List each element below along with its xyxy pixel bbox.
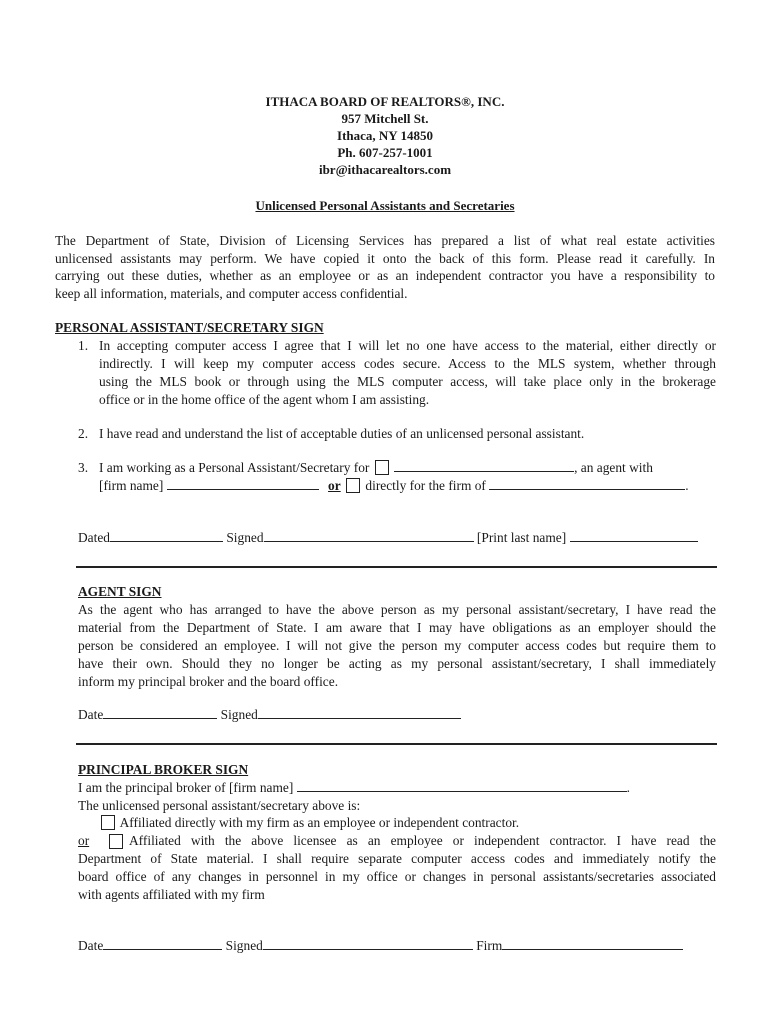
intro-line: keep all information, materials, and computer access confidential. xyxy=(55,285,408,301)
item3-line2 xyxy=(99,478,689,494)
intro-line: The Department of State, Division of Licensing Services has prepared a list of what real estate activities xyxy=(55,233,715,248)
intro-line: carrying out these duties, whether as an employee or as an independent contractor you have a responsibility to xyxy=(55,268,715,283)
agent-date-field[interactable] xyxy=(103,707,217,719)
item2-text: I have read and understand the list of acceptable duties of an unlicensed personal assistant. xyxy=(99,426,585,441)
org-city: Ithaca, NY 14850 xyxy=(337,128,433,143)
broker-date-field[interactable] xyxy=(103,938,222,950)
item3-end: . xyxy=(685,478,689,493)
agent-line: person be considered an employee. I will not give the person my computer access codes but require them to xyxy=(78,638,716,653)
section-divider xyxy=(76,566,717,568)
dated-label: Dated xyxy=(78,530,110,545)
print-name-field[interactable] xyxy=(570,530,698,542)
agent-line: inform my principal broker and the board office. xyxy=(78,674,339,689)
agent-paragraph xyxy=(78,602,716,692)
option1-text: Affiliated directly with my firm as an employee or independent contractor. xyxy=(119,815,520,830)
signed-label: Signed xyxy=(220,707,258,722)
broker-signature-row xyxy=(78,938,683,954)
assistant-heading: PERSONAL ASSISTANT/SECRETARY SIGN xyxy=(55,320,324,335)
agent-line: have their own. Should they no longer be acting as my personal assistant/secretary, I shall immediately xyxy=(78,656,716,671)
broker-option2 xyxy=(109,833,716,849)
broker-paragraph xyxy=(78,851,716,905)
item1-line: indirectly. I will keep my computer access codes secure. Access to the MLS system, whether through xyxy=(99,356,716,371)
broker-firm-sign-field[interactable] xyxy=(502,938,683,950)
broker-line: Department of State material. I shall require separate computer access codes and immediately notify the xyxy=(78,851,716,866)
firm-name-field[interactable] xyxy=(167,478,319,490)
broker-option1 xyxy=(101,815,519,831)
signed-field[interactable] xyxy=(264,530,474,542)
item1-line: using the MLS book or through using the MLS computer access, will take place only in the brokerage xyxy=(99,374,716,389)
agent-signature-row xyxy=(78,707,461,723)
dated-field[interactable] xyxy=(110,530,223,542)
org-phone: Ph. 607-257-1001 xyxy=(337,145,433,160)
org-email: ibr@ithacarealtors.com xyxy=(318,162,452,177)
broker-firm-label: I am the principal broker of [firm name] xyxy=(78,780,294,795)
item1-text xyxy=(99,338,716,410)
firm-of-field[interactable] xyxy=(489,478,685,490)
agent-line: As the agent who has arranged to have the above person as my personal assistant/secretary, I have read the xyxy=(78,602,716,617)
broker-line: with agents affiliated with my firm xyxy=(78,887,265,902)
agent-line: material from the Department of State. I am aware that I may have obligations as an employer should the xyxy=(78,620,716,635)
firm-label: Firm xyxy=(476,938,503,953)
item3-text-b: , an agent with xyxy=(574,460,653,475)
agent-heading: AGENT SIGN xyxy=(78,584,162,599)
option1-checkbox[interactable] xyxy=(101,815,115,830)
org-name: ITHACA BOARD OF REALTORS®, INC. xyxy=(265,94,505,109)
item1-number: 1. xyxy=(78,338,89,353)
intro-paragraph xyxy=(55,233,715,303)
signed-label: Signed xyxy=(226,530,264,545)
signed-label: Signed xyxy=(225,938,263,953)
or-label: or xyxy=(328,478,341,493)
broker-or-label: or xyxy=(78,833,90,848)
section-divider xyxy=(76,743,717,745)
date-label: Date xyxy=(78,938,104,953)
item2-number: 2. xyxy=(78,426,89,441)
option2-text: Affiliated with the above licensee as an employee or independent contractor. I have read the xyxy=(129,833,716,848)
print-name-label: [Print last name] xyxy=(476,530,567,545)
item3-text-d: directly for the firm of xyxy=(365,478,486,493)
org-street: 957 Mitchell St. xyxy=(341,111,429,126)
date-label: Date xyxy=(78,707,104,722)
agent-checkbox[interactable] xyxy=(375,460,389,475)
intro-line: unlicensed assistants may perform. We have copied it onto the back of this form. Please read it carefully. In xyxy=(55,250,715,266)
broker-line: board office of any changes in personnel in my office or changes in personal assistants/secretaries associated xyxy=(78,869,716,884)
item3-text-a: I am working as a Personal Assistant/Secretary for xyxy=(99,460,370,475)
broker-line1-end: . xyxy=(626,780,630,795)
item3-line1 xyxy=(99,460,653,476)
broker-line2: The unlicensed personal assistant/secretary above is: xyxy=(78,798,361,813)
broker-line1 xyxy=(78,780,630,796)
assistant-signature-row xyxy=(78,530,698,546)
agent-signed-field[interactable] xyxy=(258,707,461,719)
item3-text-c: [firm name] xyxy=(99,478,164,493)
broker-heading: PRINCIPAL BROKER SIGN xyxy=(78,762,249,777)
item1-line: In accepting computer access I agree that I will let no one have access to the material, either directly or xyxy=(99,338,716,353)
firm-checkbox[interactable] xyxy=(346,478,360,493)
option2-checkbox[interactable] xyxy=(109,834,123,849)
item3-number: 3. xyxy=(78,460,89,475)
broker-signed-field[interactable] xyxy=(263,938,473,950)
item1-line: office or in the home office of the agent whom I am assisting. xyxy=(99,392,430,407)
agent-name-field[interactable] xyxy=(394,460,574,472)
broker-firm-field[interactable] xyxy=(297,780,627,792)
page-title: Unlicensed Personal Assistants and Secretaries xyxy=(255,198,515,213)
